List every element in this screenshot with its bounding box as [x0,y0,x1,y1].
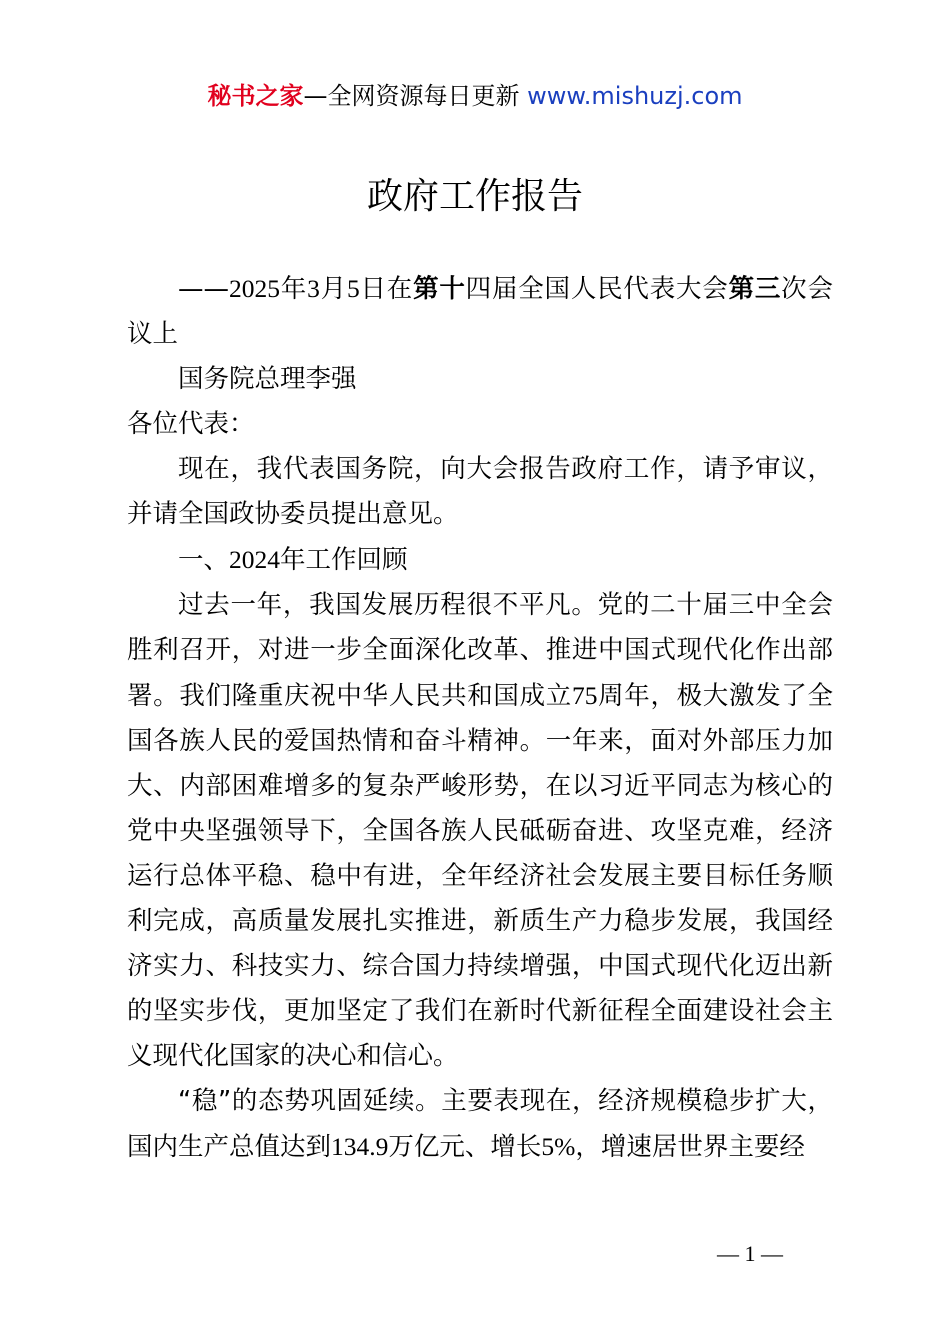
body-paragraph: “稳”的态势巩固延续。主要表现在，经济规模稳步扩大，国内生产总值达到134.9万亿元、增长5%，增速居世界主要经 [127,1086,833,1162]
intro-paragraph: 现在，我代表国务院，向大会报告政府工作，请予审议，并请全国政协委员提出意见。 [127,454,833,529]
report-occasion: ——2025年3月5日在第十四届全国人民代表大会第三次会议上 [127,274,833,349]
page-number: — 1 — [717,1241,783,1266]
brand-name: 秘书之家 [207,82,304,110]
section-heading: 一、2024年工作回顾 [178,545,408,575]
banner-tagline: 全网资源每日更新 [327,82,520,110]
header-banner [0,80,950,112]
banner-separator: — [303,82,328,110]
document-title: 政府工作报告 [366,176,583,217]
report-author: 国务院总理李强 [178,364,357,394]
body-paragraph: 过去一年，我国发展历程很不平凡。党的二十届三中全会胜利召开，对进一步全面深化改革、推进中国式现代化作出部署。我们隆重庆祝中华人民共和国成立75周年，极大激发了全国各族人民的爱国热情和奋斗精神。一年来，面对外部压力加大、内部困难增多的复杂严峻形势，在以习近平同志为核心的党中央坚强领导下，全国各族人民砥砺奋进、攻坚克难，经济运行总体平稳、稳中有进，全年经济社会发展主要目标任务顺利完成，高质量发展扎实推进，新质生产力稳步发展，我国经济实力、科技实力、综合国力持续增强，中国式现代化迈出新的坚实步伐，更加坚定了我们在新时代新征程全面建设社会主义现代化国家的决心和信心。 [127,590,833,1071]
salutation: 各位代表： [127,409,255,439]
document-body [127,266,833,1170]
website-link[interactable]: www.mishuzj.com [527,82,743,110]
